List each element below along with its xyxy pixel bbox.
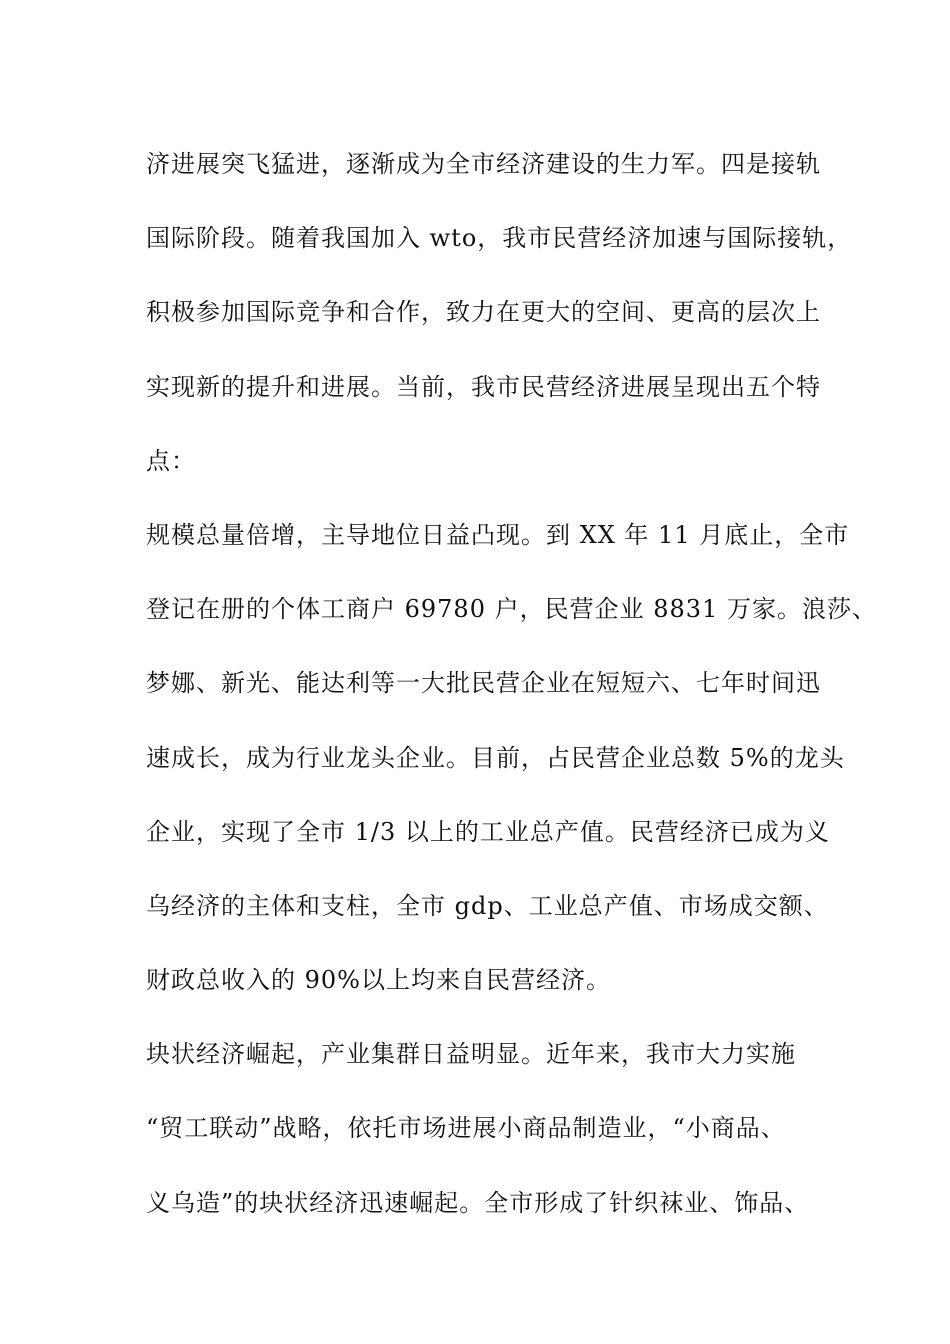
- text-line: 点：: [146, 446, 196, 475]
- text-line: 登记在册的个体工商户 69780 户，民营企业 8831 万家。浪莎、: [146, 595, 877, 624]
- text-line: 企业，实现了全市 1/3 以上的工业总产值。民营经济已成为义: [146, 817, 830, 846]
- text-line: 乌经济的主体和支柱，全市 gdp、工业总产值、市场成交额、: [146, 891, 829, 920]
- paragraph-stages: [146, 127, 853, 498]
- text-line: “贸工联动”战略，依托市场进展小商品制造业，“小商品、: [146, 1114, 786, 1143]
- text-line: 义乌造”的块状经济迅速崛起。全市形成了针织袜业、饰品、: [146, 1188, 810, 1217]
- text-line: 财政总收入的 90%以上均来自民营经济。: [146, 966, 611, 995]
- text-line: 积极参加国际竞争和合作，致力在更大的空间、更高的层次上: [146, 298, 821, 327]
- text-line: 速成长，成为行业龙头企业。目前，占民营企业总数 5%的龙头: [146, 743, 845, 772]
- document-body: [146, 127, 877, 1240]
- text-line: 济进展突飞猛进，逐渐成为全市经济建设的生力军。四是接轨: [146, 150, 821, 178]
- paragraph-scale-growth: [146, 498, 877, 1017]
- text-line: 规模总量倍增，主导地位日益凸现。到 XX 年 11 月底止，全市: [146, 520, 850, 549]
- text-line: 梦娜、新光、能达利等一大批民营企业在短短六、七年时间迅: [146, 669, 821, 698]
- text-line: 块状经济崛起，产业集群日益明显。近年来，我市大力实施: [146, 1040, 796, 1069]
- text-line: 国际阶段。随着我国加入 wto，我市民营经济加速与国际接轨，: [146, 224, 853, 253]
- paragraph-industrial-clusters: [146, 1017, 822, 1240]
- text-line: 实现新的提升和进展。当前，我市民营经济进展呈现出五个特: [146, 372, 821, 401]
